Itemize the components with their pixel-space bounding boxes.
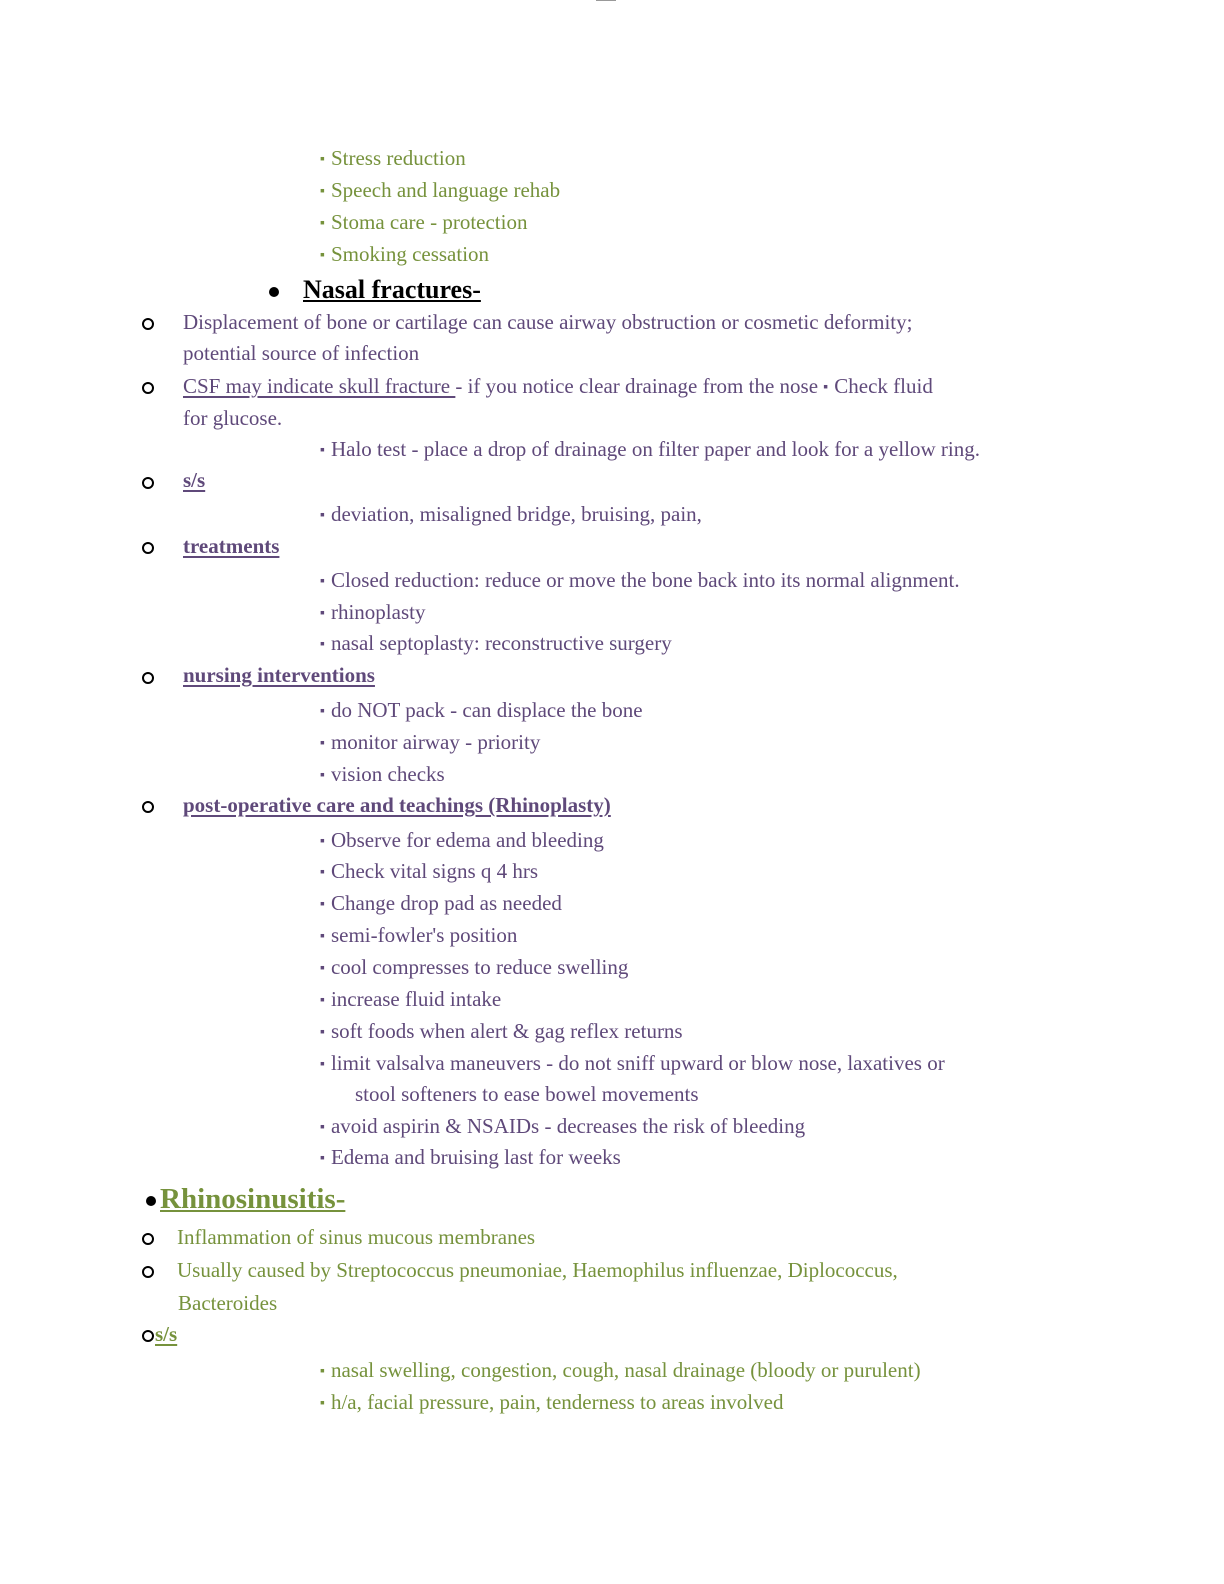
- square-bullet-icon: ▪: [320, 216, 325, 231]
- paragraph-line: CSF may indicate skull fracture - if you notice clear drainage from the nose ▪ Check fluid: [183, 373, 933, 403]
- square-bullet-icon: ▪: [320, 606, 325, 621]
- subheading-ss: s/s: [183, 468, 206, 492]
- square-bullet-icon: ▪: [320, 637, 325, 652]
- square-bullet-icon: ▪: [320, 897, 325, 912]
- list-item: ▪ Closed reduction: reduce or move the bone back into its normal alignment.: [320, 567, 960, 597]
- list-item: ▪ nasal septoplasty: reconstructive surgery: [320, 630, 672, 660]
- page-header-mark: [596, 0, 616, 3]
- square-bullet-icon: ▪: [320, 443, 325, 458]
- csf-underlined-text: CSF may indicate skull fracture: [183, 374, 456, 398]
- list-item: ▪ Halo test - place a drop of drainage on filter paper and look for a yellow ring.: [320, 436, 980, 466]
- paragraph-line: Usually caused by Streptococcus pneumoniae, Haemophilus influenzae, Diplococcus,: [177, 1258, 898, 1282]
- filled-bullet-icon: [269, 287, 279, 297]
- list-item: ▪ increase fluid intake: [320, 986, 501, 1016]
- list-item: ▪ Smoking cessation: [320, 241, 489, 271]
- hollow-bullet-icon: [142, 801, 154, 813]
- section-heading-nasal-fractures: Nasal fractures-: [303, 275, 481, 304]
- square-bullet-icon: ▪: [320, 1057, 325, 1072]
- hollow-bullet-icon: [142, 1330, 154, 1342]
- square-bullet-icon: ▪: [320, 248, 325, 263]
- list-item: ▪ Edema and bruising last for weeks: [320, 1144, 621, 1174]
- square-bullet-icon: ▪: [320, 1364, 325, 1379]
- hollow-bullet-icon: [142, 477, 154, 489]
- square-bullet-icon: ▪: [320, 574, 325, 589]
- square-bullet-icon: ▪: [823, 380, 829, 395]
- square-bullet-icon: ▪: [320, 508, 325, 523]
- section-heading-rhinosinusitis: Rhinosinusitis-: [160, 1183, 346, 1215]
- square-bullet-icon: ▪: [320, 704, 325, 719]
- filled-bullet-icon: [146, 1196, 156, 1206]
- list-item: ▪ h/a, facial pressure, pain, tenderness to areas involved: [320, 1389, 783, 1419]
- list-item: ▪ Check vital signs q 4 hrs: [320, 858, 538, 888]
- list-item: ▪ cool compresses to reduce swelling: [320, 954, 628, 984]
- list-item: ▪ semi-fowler's position: [320, 922, 517, 952]
- square-bullet-icon: ▪: [320, 1396, 325, 1411]
- square-bullet-icon: ▪: [320, 1120, 325, 1135]
- hollow-bullet-icon: [142, 1266, 154, 1278]
- list-item: ▪ do NOT pack - can displace the bone: [320, 697, 643, 727]
- paragraph-line: for glucose.: [183, 406, 283, 430]
- list-item: ▪ Stoma care - protection: [320, 209, 527, 239]
- square-bullet-icon: ▪: [320, 184, 325, 199]
- subheading-nursing-interventions: nursing interventions: [183, 663, 375, 687]
- list-item: ▪ Stress reduction: [320, 145, 466, 175]
- square-bullet-icon: ▪: [320, 736, 325, 751]
- paragraph-line: Displacement of bone or cartilage can cause airway obstruction or cosmetic deformity;: [183, 310, 913, 334]
- square-bullet-icon: ▪: [320, 152, 325, 167]
- list-item: ▪ avoid aspirin & NSAIDs - decreases the risk of bleeding: [320, 1113, 805, 1143]
- paragraph-line: potential source of infection: [183, 341, 420, 365]
- list-item: ▪ soft foods when alert & gag reflex returns: [320, 1018, 683, 1048]
- square-bullet-icon: ▪: [320, 929, 325, 944]
- square-bullet-icon: ▪: [320, 834, 325, 849]
- square-bullet-icon: ▪: [320, 961, 325, 976]
- list-item: ▪ limit valsalva maneuvers - do not sniff upward or blow nose, laxatives or: [320, 1050, 945, 1080]
- hollow-bullet-icon: [142, 542, 154, 554]
- subheading-treatments: treatments: [183, 534, 280, 558]
- subheading-ss: s/s: [155, 1322, 178, 1346]
- hollow-bullet-icon: [142, 672, 154, 684]
- hollow-bullet-icon: [142, 1233, 154, 1245]
- list-item: ▪ Speech and language rehab: [320, 177, 560, 207]
- hollow-bullet-icon: [142, 318, 154, 330]
- square-bullet-icon: ▪: [320, 1151, 325, 1166]
- list-item: ▪ Change drop pad as needed: [320, 890, 562, 920]
- square-bullet-icon: ▪: [320, 993, 325, 1008]
- subheading-post-operative: post-operative care and teachings (Rhinoplasty): [183, 793, 611, 817]
- square-bullet-icon: ▪: [320, 768, 325, 783]
- list-item: ▪ vision checks: [320, 761, 445, 791]
- list-item: ▪ monitor airway - priority: [320, 729, 540, 759]
- square-bullet-icon: ▪: [320, 1025, 325, 1040]
- paragraph-line: Bacteroides: [178, 1291, 278, 1315]
- list-item: ▪ nasal swelling, congestion, cough, nasal drainage (bloody or purulent): [320, 1357, 921, 1387]
- square-bullet-icon: ▪: [320, 865, 325, 880]
- list-item-continuation: stool softeners to ease bowel movements: [355, 1082, 699, 1106]
- list-item: ▪ rhinoplasty: [320, 599, 425, 629]
- paragraph-line: Inflammation of sinus mucous membranes: [177, 1225, 536, 1249]
- hollow-bullet-icon: [142, 382, 154, 394]
- list-item: ▪ deviation, misaligned bridge, bruising, pain,: [320, 501, 702, 531]
- list-item: ▪ Observe for edema and bleeding: [320, 827, 604, 857]
